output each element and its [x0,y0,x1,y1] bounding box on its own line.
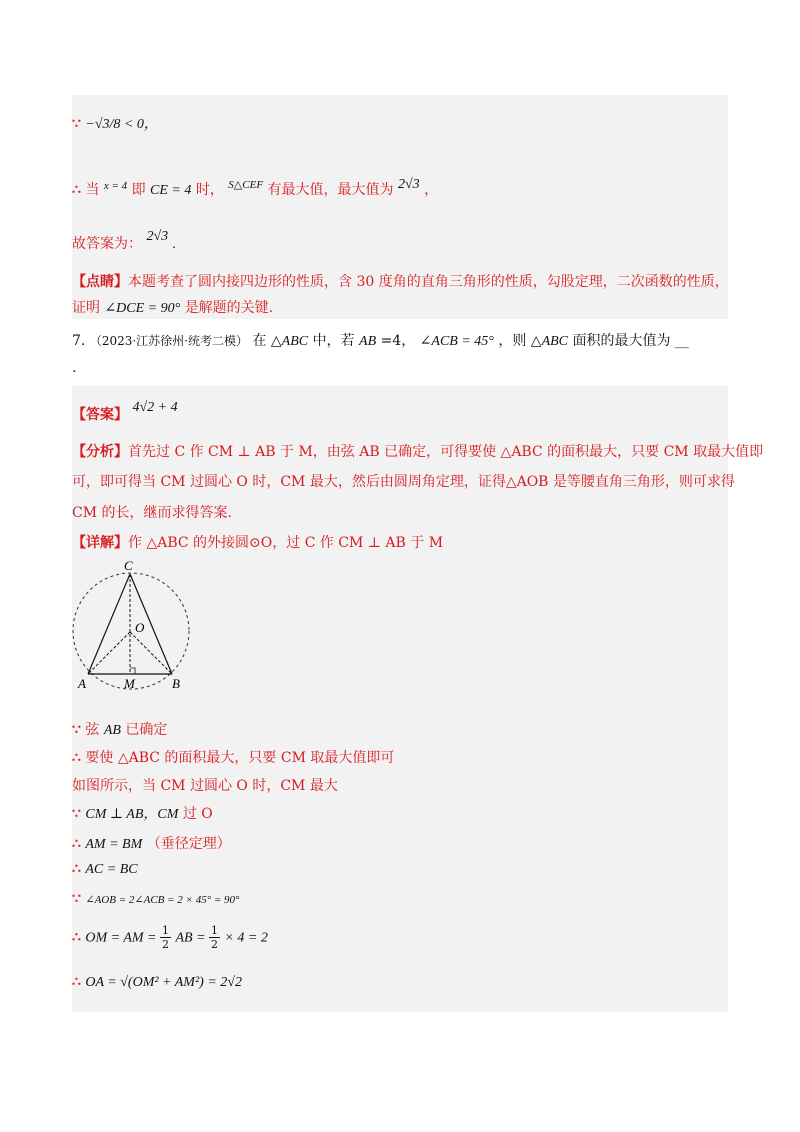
text: =4， [380,333,416,349]
analysis-line [72,441,763,461]
key-point-line [72,297,273,317]
text: 作 △ABC 的外接圆⊙O，过 C 作 CM ⊥ AB 于 M [128,535,444,551]
text: 如图所示，当 CM 过圆心 O 时，CM 最大 [72,778,338,794]
step-line [72,747,394,767]
step-line [72,177,438,199]
therefore-symbol: ∴ [72,861,81,877]
step-line [72,775,338,795]
label-o: O [135,620,145,635]
therefore-symbol: ∴ [72,974,81,990]
analysis-line [72,471,735,491]
text: 故答案为： [72,236,142,252]
question-source: （2023·江苏徐州·统考二模） [89,334,248,348]
text: CM 的长，继而求得答案. [72,505,232,521]
text: 本题考查了圆内接四边形的性质，含 30 度角的直角三角形的性质，勾股定理，二次函数的性质， [128,274,729,290]
step-line [72,719,167,739]
text: 过 O [182,806,213,822]
math-expression: x = 4 [103,180,128,192]
therefore-symbol: ∴ [72,182,81,198]
text: 是解题的关键. [184,300,274,316]
text: 弦 [85,722,100,738]
math-expression: S△CEF [228,179,264,191]
segment-oa [88,632,130,674]
answer-label: 【答案】 [72,407,128,423]
text: 要使 △ABC 的面积最大，只要 CM 取最大值即可 [85,750,395,766]
solution-block-top [72,95,728,319]
math-expression: ∠AOB = 2∠ACB = 2 × 45° = 90° [85,894,240,906]
math-expression: AC = BC [85,862,138,877]
text: 证明 [72,300,100,316]
text: 中，若 [312,333,355,349]
text: 有最大值，最大值为 [267,182,394,198]
because-symbol: ∵ [72,891,81,907]
because-symbol: ∵ [72,116,81,132]
therefore-symbol: ∴ [72,836,81,852]
math-expression: 2√3 [146,229,169,244]
therefore-symbol: ∴ [72,929,81,946]
text: 面积的最大值为 [572,333,671,349]
fraction-half [160,924,171,951]
text: 已确定 [125,722,168,738]
solution-block-main [72,386,764,1012]
math-expression: × 4 = 2 [224,930,268,946]
math-expression: CM ⊥ AB，CM [85,807,179,822]
numerator: 1 [162,924,170,937]
text: ， [424,182,439,198]
math-expression: AB [103,723,121,738]
key-point-line [72,271,729,291]
because-symbol: ∵ [72,722,81,738]
question-number: 7. [72,333,86,349]
step-line [72,924,268,951]
step-line [72,891,239,907]
text: . [172,237,177,252]
step-line [72,113,158,133]
side-ca [88,574,130,674]
text: 在 [252,333,267,349]
text: 时， [195,182,224,198]
denominator: 2 [162,938,170,951]
fraction-half [209,924,220,951]
detail-label: 【详解】 [72,535,128,551]
step-line [72,861,138,878]
math-expression: ∠DCE = 90° [104,301,181,316]
because-symbol: ∵ [72,806,81,822]
step-line [72,803,213,823]
step-line [72,974,242,991]
label-b: B [172,676,180,691]
therefore-symbol: ∴ [72,750,81,766]
text: （垂径定理） [146,836,231,852]
text: 当 [85,182,100,198]
math-expression: AB [359,334,377,349]
analysis-line [72,502,232,522]
math-expression: △ABC [530,334,569,349]
math-expression: 2√3 [397,177,420,192]
math-expression: CE = 4 [150,183,192,198]
math-expression: ∠ACB = 45° [419,334,494,349]
label-m: M [124,676,135,691]
label-a: A [78,676,86,691]
segment-ob [130,632,172,674]
label-c: C [124,558,133,573]
question-7 [72,330,728,350]
numerator: 1 [211,924,219,937]
answer-value: 4√2 + 4 [132,400,178,415]
analysis-label: 【分析】 [72,444,128,460]
detail-line [72,532,443,552]
math-expression: AB = [175,930,210,946]
key-point-label: 【点睛】 [72,274,128,290]
right-angle-mark [130,668,135,674]
question-tail: . [72,360,77,376]
math-expression: △ABC [270,334,309,349]
math-expression: AM = BM [85,837,143,852]
text: 首先过 C 作 CM ⊥ AB 于 M，由弦 AB 已确定，可得要使 △ABC 的面积最大，只要 CM 取最大值即 [128,444,764,460]
step-line [72,833,231,853]
text: 即 [131,182,146,198]
denominator: 2 [211,938,219,951]
text: 可，即可得当 CM 过圆心 O 时，CM 最大，然后由圆周角定理，证得△AOB 是等腰直角三角形，则可求得 [72,474,735,490]
text: ，则 [498,333,527,349]
answer-line [72,400,178,424]
answer-blank: __ [674,333,689,349]
circle-diagram [68,558,218,698]
answer-line [72,229,176,253]
math-expression: OA = √(OM² + AM²) = 2√2 [85,975,242,990]
math-expression: −√3/8 < 0， [85,117,158,132]
math-expression: OM = AM = [85,930,161,946]
